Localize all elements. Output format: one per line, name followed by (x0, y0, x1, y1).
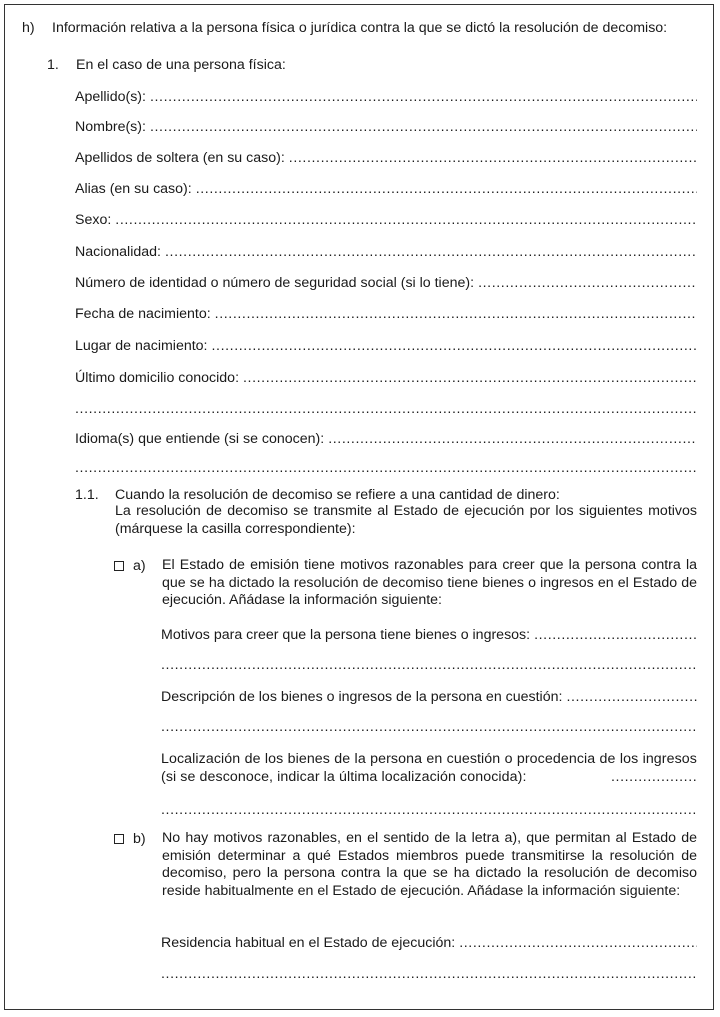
residencia-continuation[interactable] (161, 965, 697, 983)
motivos-continuation[interactable] (161, 656, 697, 674)
idiomas-field[interactable] (75, 430, 697, 448)
lugar-nacimiento-field[interactable] (75, 337, 697, 355)
alias-label: Alias (en su caso): (75, 181, 192, 197)
option-b-checkbox[interactable] (114, 834, 124, 844)
lugar-nacimiento-label: Lugar de nacimiento: (75, 338, 208, 354)
nombre-field[interactable] (75, 118, 697, 136)
sexo-field[interactable] (75, 211, 697, 229)
sexo-dotted-line (115, 211, 697, 229)
option-a-text: El Estado de emisión tiene motivos razonables para creer que la persona contra la que se ha dictado la resolución de decomiso tiene bienes o ingresos en el Estado de ejecución. Añádase la información siguiente: (162, 557, 697, 608)
residencia-label: Residencia habitual en el Estado de ejecución: (161, 935, 456, 951)
ultimo-domicilio-dotted-line-2 (75, 400, 697, 418)
localizacion-continuation[interactable] (161, 801, 697, 819)
option-b-letter: b) (133, 831, 146, 847)
descripcion-continuation[interactable] (161, 718, 697, 736)
numero-identidad-dotted-line (478, 274, 697, 292)
item1-1-intro: La resolución de decomiso se transmite al Estado de ejecución por los siguientes motivos (márquese la casilla correspondiente): (115, 503, 697, 537)
idiomas-dotted-line (328, 430, 697, 448)
numero-identidad-label: Número de identidad o número de seguridad social (si lo tiene): (75, 275, 475, 291)
descripcion-label: Descripción de los bienes o ingresos de la persona en cuestión: (161, 689, 563, 705)
nombre-dotted-line (150, 118, 697, 136)
fecha-nacimiento-field[interactable] (75, 305, 697, 323)
residencia-dotted-line-2 (161, 965, 697, 983)
option-a-checkbox[interactable] (114, 561, 124, 571)
idiomas-continuation[interactable] (75, 459, 697, 477)
apellidos-soltera-dotted-line (289, 149, 697, 167)
apellidos-soltera-field[interactable] (75, 149, 697, 167)
option-b-text: No hay motivos razonables, en el sentido de la letra a), que permitan al Estado de emisión determinar a qué Estados miembros puede transmitirse la resolución de decomiso, pero la persona contra la que se ha dictado la resolución de decomiso reside habitualmente en el Estado de ejecución. Añádase la información siguiente: (162, 830, 697, 899)
alias-dotted-line (196, 180, 697, 198)
apellidos-soltera-label: Apellidos de soltera (en su caso): (75, 150, 285, 166)
descripcion-dotted-line-2 (161, 718, 697, 736)
motivos-label: Motivos para creer que la persona tiene bienes o ingresos: (161, 627, 531, 643)
descripcion-field[interactable] (161, 688, 697, 706)
item1-1-heading: Cuando la resolución de decomiso se refiere a una cantidad de dinero: (115, 487, 560, 503)
numero-identidad-field[interactable] (75, 274, 697, 292)
fecha-nacimiento-label: Fecha de nacimiento: (75, 306, 211, 322)
nacionalidad-label: Nacionalidad: (75, 244, 161, 260)
ultimo-domicilio-label: Último domicilio conocido: (75, 370, 240, 386)
section-h-title: Información relativa a la persona física o jurídica contra la que se dictó la resolución de decomiso: (52, 20, 668, 36)
option-a-letter: a) (133, 558, 146, 574)
ultimo-domicilio-field[interactable] (75, 369, 697, 387)
residencia-field[interactable] (161, 934, 697, 952)
residencia-dotted-line (459, 934, 697, 952)
apellidos-label: Apellido(s): (75, 89, 146, 105)
motivos-field[interactable] (161, 626, 697, 644)
apellidos-dotted-line (150, 88, 697, 106)
item1-title: En el caso de una persona física: (76, 57, 286, 73)
localizacion-field[interactable] (161, 768, 697, 786)
sexo-label: Sexo: (75, 212, 112, 228)
item1-marker: 1. (47, 57, 59, 73)
localizacion-dotted-line (611, 768, 697, 786)
nombre-label: Nombre(s): (75, 119, 146, 135)
localizacion-dotted-line-2 (161, 801, 697, 819)
nacionalidad-dotted-line (165, 243, 697, 261)
idiomas-label: Idioma(s) que entiende (si se conocen): (75, 431, 325, 447)
motivos-dotted-line (534, 626, 697, 644)
localizacion-label: Localización de los bienes de la persona en cuestión o procedencia de los ingresos (si se desconoce, indicar la última localización conocida): (161, 751, 697, 785)
lugar-nacimiento-dotted-line (212, 337, 697, 355)
idiomas-dotted-line-2 (75, 459, 697, 477)
nacionalidad-field[interactable] (75, 243, 697, 261)
fecha-nacimiento-dotted-line (215, 305, 697, 323)
ultimo-domicilio-continuation[interactable] (75, 400, 697, 418)
section-h-marker: h) (22, 20, 35, 36)
item1-1-marker: 1.1. (75, 487, 99, 503)
apellidos-field[interactable] (75, 88, 697, 106)
descripcion-dotted-line (566, 688, 697, 706)
motivos-dotted-line-2 (161, 656, 697, 674)
ultimo-domicilio-dotted-line (243, 369, 697, 387)
alias-field[interactable] (75, 180, 697, 198)
